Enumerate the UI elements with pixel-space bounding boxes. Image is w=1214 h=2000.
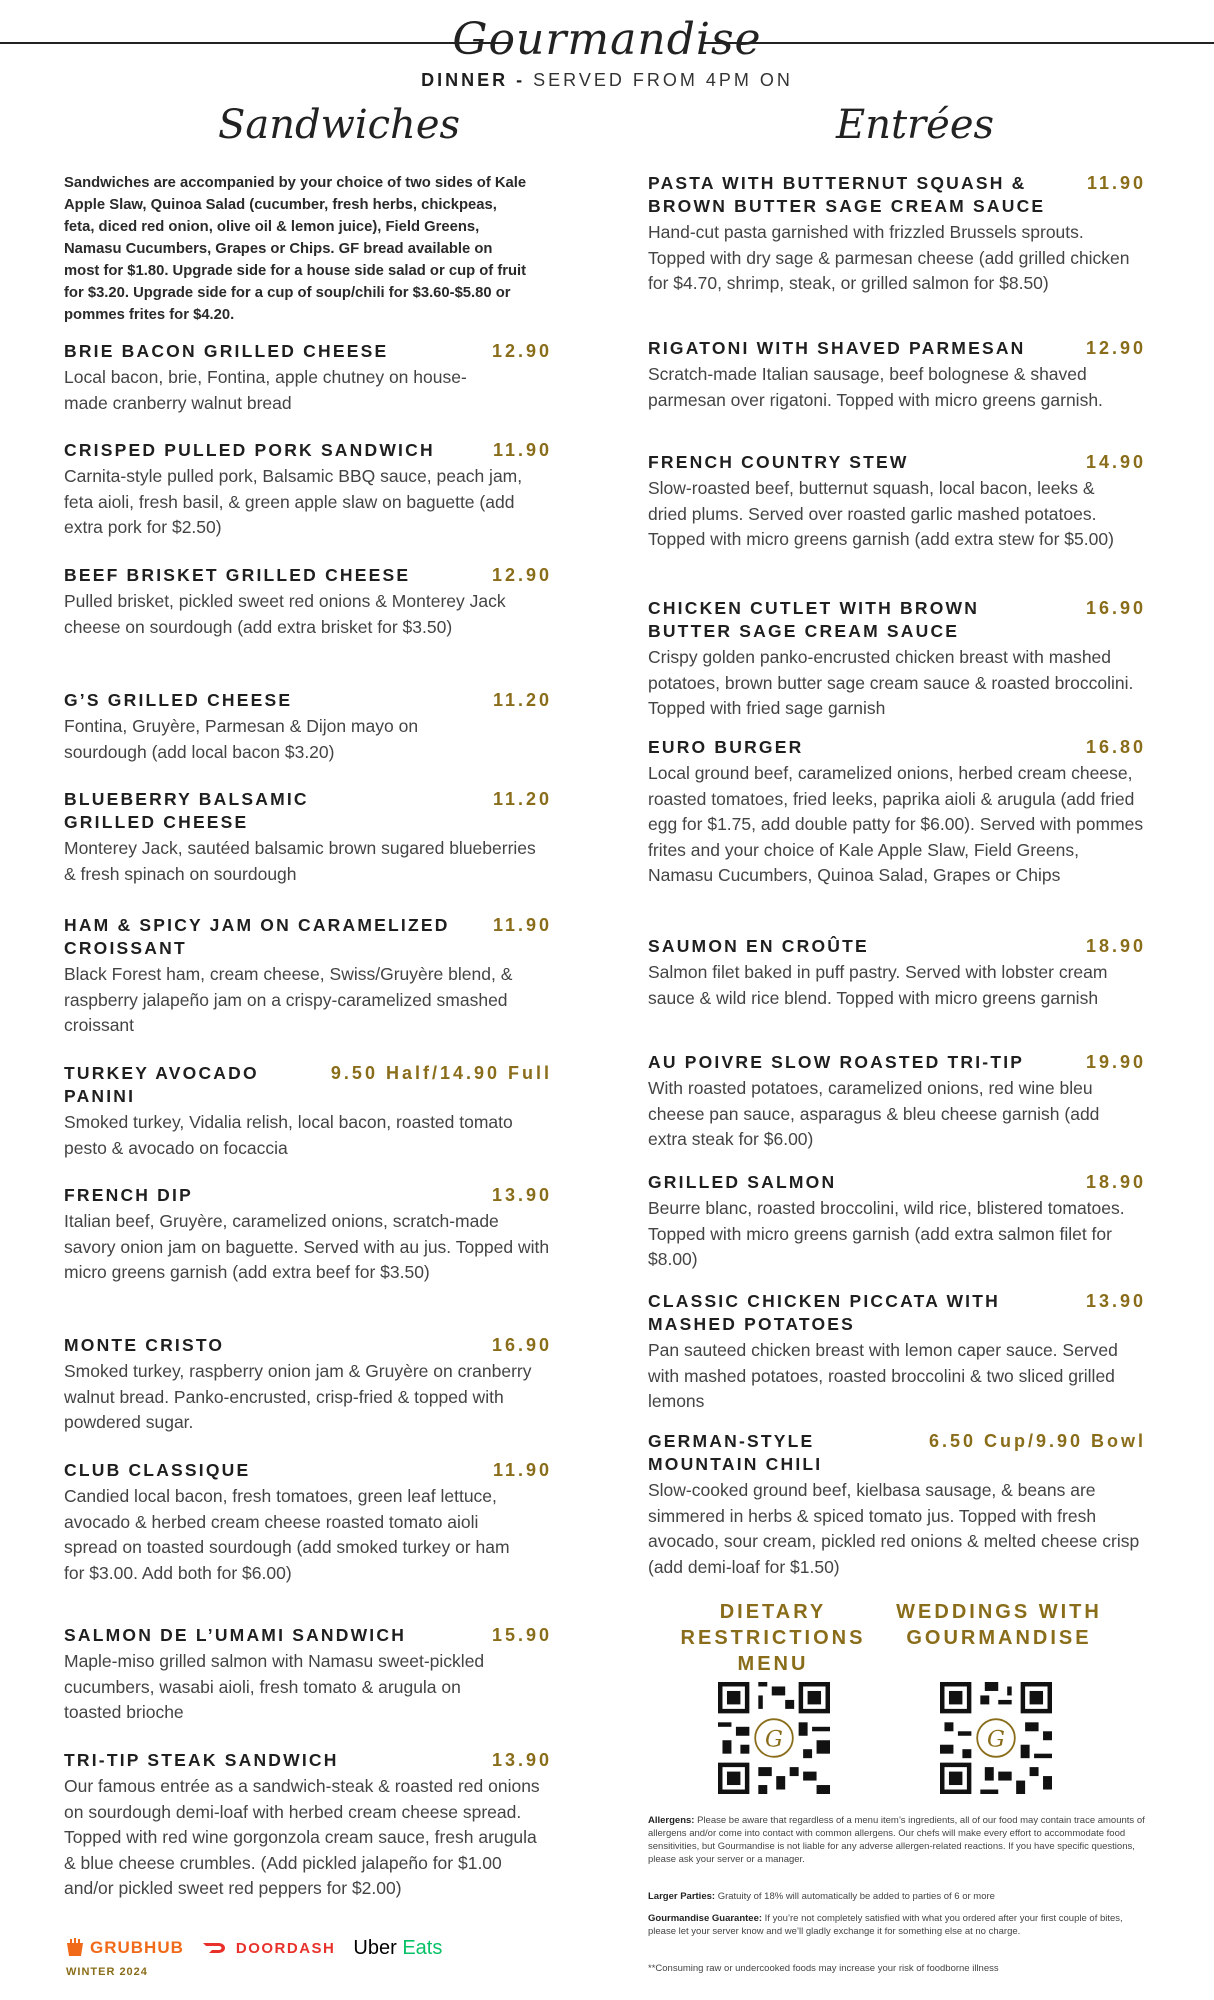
item-name: BRIE BACON GRILLED CHEESE — [64, 341, 389, 361]
eats-label: Eats — [402, 1936, 443, 1959]
item-price: 11.90 — [492, 440, 552, 460]
menu-item — [64, 564, 552, 640]
allergens-label: Allergens: — [648, 1815, 695, 1826]
guarantee-label: Gourmandise Guarantee: — [648, 1913, 763, 1924]
item-name: GERMAN-STYLE MOUNTAIN CHILI — [648, 1431, 823, 1474]
menu-item — [648, 935, 1146, 1011]
menu-item — [64, 1062, 552, 1161]
item-description: Slow-roasted beef, butternut squash, local bacon, leeks & dried plums. Served over roasted garlic mashed potatoes. Topped with micro greens garnish (add extra stew for $5.00) — [648, 478, 1114, 549]
item-description: Local bacon, brie, Fontina, apple chutney on house-made cranberry walnut bread — [64, 367, 467, 413]
item-price: 16.90 — [491, 1335, 552, 1355]
item-price: 16.90 — [1085, 598, 1146, 618]
item-price: 11.20 — [492, 690, 552, 710]
menu-item — [648, 451, 1146, 553]
item-description: Beurre blanc, roasted broccolini, wild rice, blistered tomatoes. Topped with micro greens garnish (add extra salmon filet for $8.00) — [648, 1198, 1125, 1269]
item-description: Black Forest ham, cream cheese, Swiss/Gruyère blend, & raspberry jalapeño jam on a crispy-caramelized smashed croissant — [64, 964, 513, 1035]
item-price: 19.90 — [1085, 1052, 1146, 1072]
service-line — [0, 70, 1214, 91]
dietary-menu-label: DIETARY RESTRICTIONS MENU — [680, 1601, 866, 1675]
meal-label: DINNER - — [421, 70, 526, 90]
parties-text: Gratuity of 18% will automatically be added to parties of 6 or more — [715, 1891, 995, 1902]
item-description: Maple-miso grilled salmon with Namasu sweet-pickled cucumbers, wasabi aioli, fresh tomato & arugula on toasted brioche — [64, 1651, 485, 1722]
menu-item — [648, 736, 1146, 889]
season-label: WINTER 2024 — [66, 1966, 148, 1978]
grubhub-icon — [64, 1937, 86, 1959]
uber-label: Uber — [353, 1936, 397, 1959]
item-price: 13.90 — [491, 1750, 552, 1770]
weddings-label: WEDDINGS WITH GOURMANDISE — [896, 1601, 1102, 1649]
item-name: TURKEY AVOCADO PANINI — [64, 1063, 259, 1106]
item-description: Hand-cut pasta garnished with frizzled Brussels sprouts. Topped with dry sage & parmesan cheese (add grilled chicken for $4.70, shrimp, steak, or grilled salmon for $8.50) — [648, 222, 1130, 293]
menu-item — [648, 172, 1146, 297]
item-description: Slow-cooked ground beef, kielbasa sausage, & beans are simmered in herbs & spiced tomato jus. Topped with fresh avocado, sour cream, pickled red onions & melted cheese crisp (add demi-loaf for $1.50) — [648, 1480, 1140, 1577]
dietary-qr-code[interactable] — [718, 1682, 830, 1794]
item-description: With roasted potatoes, caramelized onions, red wine bleu cheese pan sauce, asparagus & bleu cheese garnish (add extra steak for $6.00) — [648, 1078, 1100, 1149]
doordash-label: DOORDASH — [235, 1939, 336, 1957]
item-name: EURO BURGER — [648, 737, 804, 757]
item-price: 11.90 — [1086, 173, 1146, 193]
item-name: SALMON DE L’UMAMI SANDWICH — [64, 1625, 407, 1645]
item-price: 15.90 — [491, 1625, 552, 1645]
item-name: BLUEBERRY BALSAMIC GRILLED CHEESE — [64, 789, 309, 832]
item-name: CHICKEN CUTLET WITH BROWN BUTTER SAGE CREAM SAUCE — [648, 598, 980, 641]
menu-item — [648, 1051, 1146, 1153]
menu-item — [648, 1430, 1146, 1580]
item-name: CRISPED PULLED PORK SANDWICH — [64, 440, 435, 460]
doordash-icon — [202, 1940, 230, 1956]
item-name: CLUB CLASSIQUE — [64, 1460, 251, 1480]
menu-item — [648, 597, 1146, 722]
consumption-warning: **Consuming raw or undercooked foods may increase your risk of foodborne illness — [648, 1963, 999, 1974]
grubhub-label: GRUBHUB — [90, 1938, 184, 1957]
item-price: 13.90 — [491, 1185, 552, 1205]
item-description: Smoked turkey, raspberry onion jam & Gruyère on cranberry walnut bread. Panko-encrusted, crisp-fried & topped with powdered sugar. — [64, 1361, 532, 1432]
item-description: Italian beef, Gruyère, caramelized onions, scratch-made savory onion jam on baguette. Served with au jus. Topped with micro greens garnish (add extra beef for $3.50) — [64, 1211, 550, 1282]
item-name: HAM & SPICY JAM ON CARAMELIZED CROISSANT — [64, 915, 450, 958]
item-name: PASTA WITH BUTTERNUT SQUASH & BROWN BUTTER SAGE CREAM SAUCE — [648, 173, 1046, 216]
menu-item — [64, 1459, 552, 1586]
item-description: Carnita-style pulled pork, Balsamic BBQ sauce, peach jam, feta aioli, fresh basil, & green apple slaw on baguette (add extra pork for $2.50) — [64, 466, 523, 537]
item-price: 14.90 — [1085, 452, 1146, 472]
grubhub-logo[interactable] — [64, 1937, 184, 1959]
item-description: Candied local bacon, fresh tomatoes, green leaf lettuce, avocado & herbed cream cheese roasted tomato aioli spread on toasted sourdough (add smoked turkey or ham for $3.00. Add both for $6.00) — [64, 1486, 510, 1583]
sandwiches-intro: Sandwiches are accompanied by your choice of two sides of Kale Apple Slaw, Quinoa Salad (cucumber, fresh herbs, chickpeas, feta, diced red onion, olive oil & lemon juice), Field Greens, Namasu Cucumbers, Grapes or Chips. GF bread available on most for $1.80. Upgrade side for a house side salad or cup of fruit for $3.20. Upgrade side for a cup of soup/chili for $3.60-$5.80 or pommes frites for $4.20. — [64, 175, 527, 323]
item-name: SAUMON EN CROÛTE — [648, 936, 869, 956]
item-name: CLASSIC CHICKEN PICCATA WITH MASHED POTATOES — [648, 1291, 1000, 1334]
item-name: FRENCH COUNTRY STEW — [648, 452, 909, 472]
item-name: MONTE CRISTO — [64, 1335, 225, 1355]
item-description: Pulled brisket, pickled sweet red onions & Monterey Jack cheese on sourdough (add extra brisket for $3.50) — [64, 591, 506, 637]
menu-item — [648, 1171, 1146, 1273]
item-description: Smoked turkey, Vidalia relish, local bacon, roasted tomato pesto & avocado on focaccia — [64, 1112, 513, 1158]
item-name: TRI-TIP STEAK SANDWICH — [64, 1750, 339, 1770]
menu-item — [648, 1290, 1146, 1415]
menu-item — [64, 689, 552, 765]
doordash-logo[interactable] — [202, 1940, 336, 1957]
item-price: 11.90 — [492, 915, 552, 935]
parties-notice — [648, 1890, 1148, 1903]
item-price: 13.90 — [1085, 1291, 1146, 1311]
item-name: BEEF BRISKET GRILLED CHEESE — [64, 565, 411, 585]
menu-item — [64, 340, 552, 416]
sandwiches-title: Sandwiches — [218, 102, 461, 148]
menu-item — [64, 788, 552, 887]
item-price: 16.80 — [1085, 737, 1146, 757]
ubereats-logo[interactable] — [353, 1937, 442, 1960]
item-description: Scratch-made Italian sausage, beef bolognese & shaved parmesan over rigatoni. Topped with micro greens garnish. — [648, 364, 1103, 410]
item-price: 9.50 Half/14.90 Full — [330, 1063, 552, 1083]
menu-item — [64, 439, 552, 541]
item-price: 11.20 — [492, 789, 552, 809]
allergens-text: Please be aware that regardless of a menu item’s ingredients, all of our food may contain trace amounts of allergens and/or come into contact with common allergens. Our chefs will make every effort to accommodate food sensitivities, but Gourmandise is not liable for any adverse allergen-related reactions. If you have specific questions, please ask your server or a manager. — [648, 1815, 1145, 1865]
guarantee-notice — [648, 1912, 1148, 1938]
weddings-qr-code[interactable] — [940, 1682, 1052, 1794]
item-name: GRILLED SALMON — [648, 1172, 837, 1192]
brand-title: Gourmandise — [452, 14, 762, 65]
menu-item — [64, 1624, 552, 1726]
menu-item — [64, 1749, 552, 1902]
item-name: AU POIVRE SLOW ROASTED TRI-TIP — [648, 1052, 1025, 1072]
item-price: 6.50 Cup/9.90 Bowl — [928, 1431, 1146, 1451]
item-name: FRENCH DIP — [64, 1185, 193, 1205]
parties-label: Larger Parties: — [648, 1891, 716, 1902]
allergens-notice — [648, 1814, 1148, 1866]
item-description: Local ground beef, caramelized onions, herbed cream cheese, roasted tomatoes, fried leeks, paprika aioli & arugula (add fried egg for $1.75, add double patty for $6.00). Served with pommes frites and your choice of Kale Apple Slaw, Field Greens, Namasu Cucumbers, Quinoa Salad, Grapes or Chips — [648, 763, 1144, 885]
menu-item — [64, 1334, 552, 1436]
svg-text:G: G — [987, 1726, 1005, 1753]
item-price: 18.90 — [1085, 936, 1146, 956]
item-price: 12.90 — [1085, 338, 1146, 358]
delivery-partners — [64, 1933, 442, 1963]
item-price: 18.90 — [1085, 1172, 1146, 1192]
item-price: 12.90 — [491, 565, 552, 585]
item-description: Crispy golden panko-encrusted chicken breast with mashed potatoes, brown butter sage cream sauce & roasted broccolini. Topped with fried sage garnish — [648, 647, 1134, 718]
menu-item — [648, 337, 1146, 413]
item-price: 12.90 — [491, 341, 552, 361]
item-description: Monterey Jack, sautéed balsamic brown sugared blueberries & fresh spinach on sourdough — [64, 838, 536, 884]
item-name: G’S GRILLED CHEESE — [64, 690, 293, 710]
item-description: Fontina, Gruyère, Parmesan & Dijon mayo on sourdough (add local bacon $3.20) — [64, 716, 419, 762]
served-label: SERVED FROM 4PM ON — [525, 70, 793, 90]
menu-item — [64, 1184, 552, 1286]
menu-item — [64, 914, 552, 1039]
item-name: RIGATONI WITH SHAVED PARMESAN — [648, 338, 1026, 358]
item-price: 11.90 — [492, 1460, 552, 1480]
entrees-title: Entrées — [836, 102, 995, 148]
svg-text:G: G — [765, 1726, 783, 1753]
guarantee-text: If you’re not completely satisfied with what you ordered after your first couple of bites, please let your server know and we’ll gladly exchange it for something else at no charge. — [648, 1913, 1123, 1937]
item-description: Our famous entrée as a sandwich-steak & roasted red onions on sourdough demi-loaf with herbed cream cheese spread. Topped with red wine gorgonzola cream sauce, fresh arugula & blue cheese crumbles. (Add pickled jalapeño for $1.00 and/or pickled sweet red peppers for $2.00) — [64, 1776, 540, 1898]
item-description: Salmon filet baked in puff pastry. Served with lobster cream sauce & wild rice blend. Topped with micro greens garnish — [648, 962, 1108, 1008]
item-description: Pan sauteed chicken breast with lemon caper sauce. Served with mashed potatoes, roasted broccolini & two sliced grilled lemons — [648, 1340, 1118, 1411]
